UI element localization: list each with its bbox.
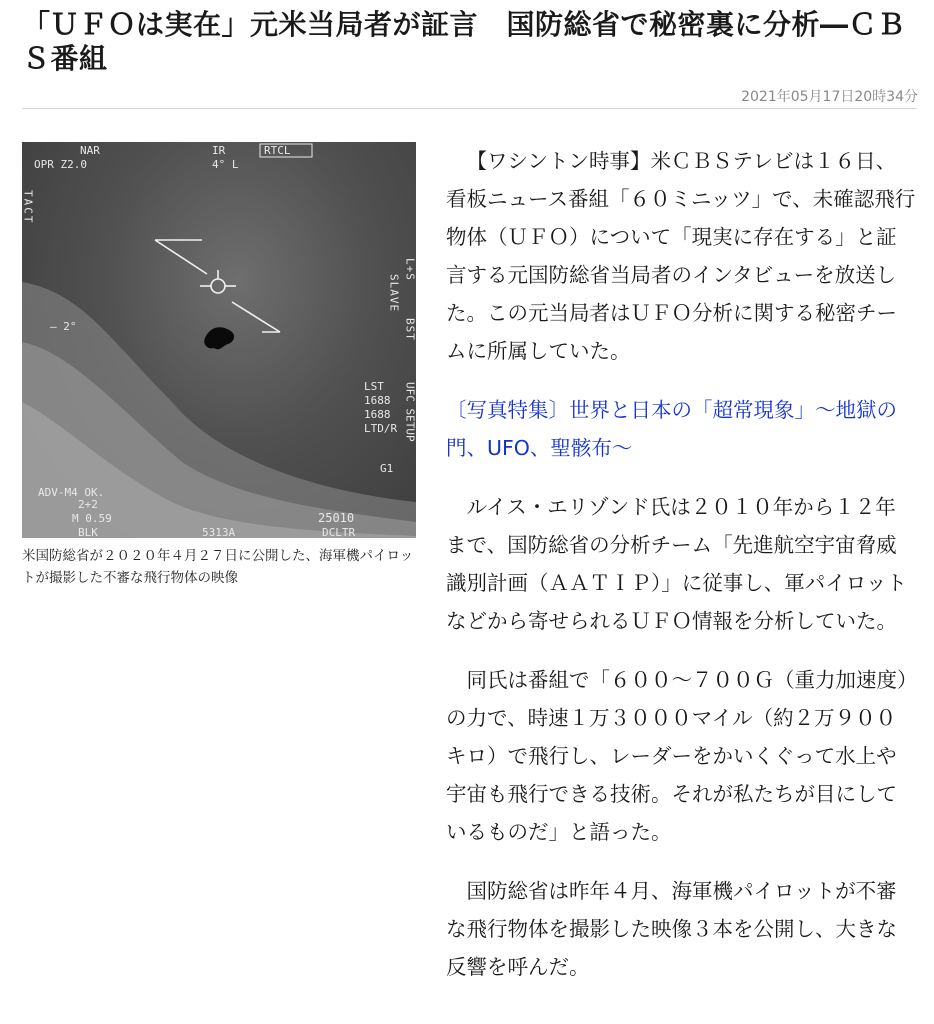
- article-headline: 「ＵＦＯは実在」元米当局者が証言 国防総省で秘密裏に分析―ＣＢＳ番組: [22, 8, 906, 75]
- hud-adv: ADV-M4 OK.: [38, 486, 105, 499]
- hud-ltdr: LTD/R: [364, 422, 398, 435]
- hud-25010: 25010: [318, 511, 355, 525]
- hud-dcltr: DCLTR: [322, 526, 356, 538]
- hud-ufc-setup: UFC SETUP: [403, 382, 416, 442]
- hud-minus2: – 2°: [50, 320, 77, 333]
- hud-1688-a: 1688: [364, 394, 391, 407]
- hud-nar: NAR: [80, 144, 100, 157]
- related-photo-feature-link[interactable]: 〔写真特集〕世界と日本の「超常現象」～地獄の門、UFO、聖骸布～: [446, 398, 897, 460]
- hud-g1: G1: [380, 462, 394, 475]
- hud-tact: TACT: [22, 190, 35, 225]
- article-paragraph: 国防総省は昨年４月、海軍機パイロットが不審な飛行物体を撮影した映像３本を公開し、大きな反響を呼んだ。: [446, 879, 897, 979]
- hud-ir: IR: [212, 144, 226, 157]
- photo-caption: 米国防総省が２０２０年４月２７日に公開した、海軍機パイロットが撮影した不審な飛行物体の映像: [22, 548, 414, 586]
- article-paragraph: 同氏は番組で「６００～７００Ｇ（重力加速度）の力で、時速１万３０００マイル（約２万９００キロ）で飛行し、レーダーをかいくぐって水上や宇宙も飛行できる技術。それが私たちが目にしているものだ」と語った。: [446, 668, 908, 844]
- article-paragraph: 【ワシントン時事】米ＣＢＳテレビは１６日、看板ニュース番組「６０ミニッツ」で、未確認飛行物体（ＵＦＯ）について「現実に存在する」と証言する元国防総省当局者のインタビューを放送した。この元当局者はＵＦＯ分析に関する秘密チームに所属していた。: [446, 149, 916, 363]
- article-body: [446, 142, 916, 1007]
- header-divider: [22, 108, 917, 109]
- hud-1688-b: 1688: [364, 408, 391, 421]
- hud-2plus2: 2+2: [78, 498, 98, 511]
- hud-blk: BLK: [78, 526, 98, 538]
- article-paragraph: ルイス・エリゾンド氏は２０１０年から１２年まで、国防総省の分析チーム「先進航空宇宙脅威識別計画（ＡＡＴＩＰ）」に従事し、軍パイロットなどから寄せられるＵＦＯ情報を分析していた。: [446, 495, 907, 633]
- ufo-footage-image: [22, 142, 416, 538]
- hud-lst: LST: [364, 380, 384, 393]
- hud-ls: L+S: [403, 258, 416, 281]
- hud-slave: SLAVE: [387, 274, 401, 313]
- hud-rtcl: RTCL: [264, 144, 291, 157]
- hud-opr: OPR Z2.0: [34, 158, 87, 171]
- hud-bst: BST: [403, 318, 416, 341]
- hud-mach: M 0.59: [72, 512, 112, 525]
- hud-5313a: 5313A: [202, 526, 236, 538]
- hud-angle: 4° L: [212, 158, 239, 171]
- publish-date: 2021年05月17日20時34分: [741, 89, 918, 105]
- article-photo[interactable]: [22, 142, 416, 538]
